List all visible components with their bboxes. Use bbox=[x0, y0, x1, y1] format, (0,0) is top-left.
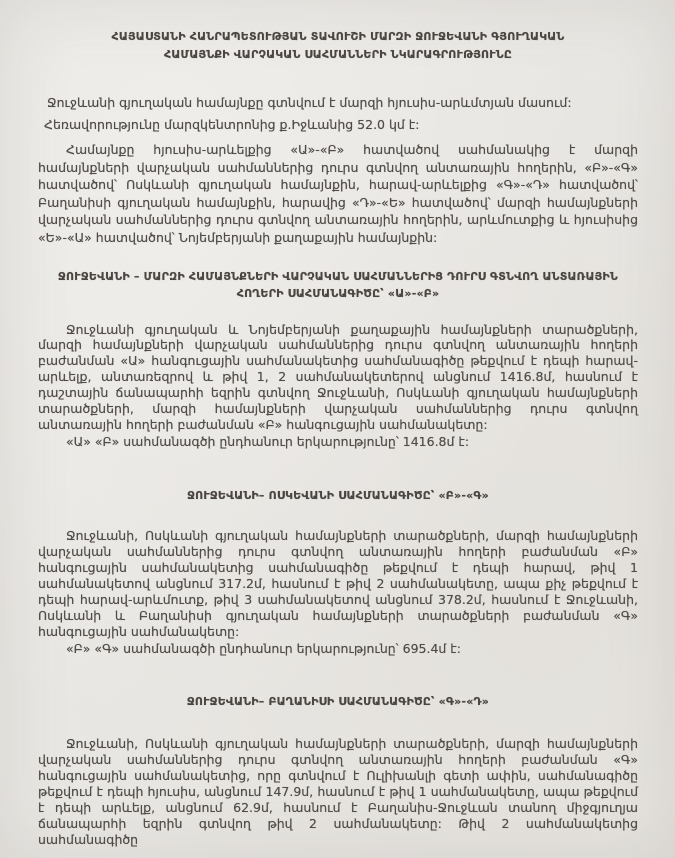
section-1-heading: ՋՈՒՋԵՎԱՆԻ – ՄԱՐԶԻ ՀԱՄԱՅՆՔՆԵՐԻ ՎԱՐՉԱԿԱՆ ՍԱՀՄԱՆՆԵՐԻՑ ԴՈՒՐՍ ԳՏՆՎՈՂ ԱՆՏԱՌԱՅԻՆ ՀՈՂԵՐԻ ՍԱՀՄԱՆԱԳԻԾԸ՝ «Ա»-«Բ» bbox=[58, 269, 618, 301]
section-1-body: Ջուջևանի գյուղական և Նոյեմբերյանի քաղաքային համայնքների տարածքների, մարզի համայնքների վարչական սահմաններից դուրս գտնվող անտառային հողերի բաժանման «Ա» հանգուցային սահմանակետից սահմանագիծը թեքվում է դեպի հարավ-արևելք, անտառեզրով և թիվ 1, 2 սահմանակետերով անցնում 1416.8մ, հասնում է դաշտային ճանապարհի եզրին գտնվող Ջուջևանի, Ոսկևանի գյուղական համայնքների տարածքների, մարզի համայնքների վարչական սահմաններից դուրս գտնվող անտառային հողերի բաժանման «Բ» հանգուցային սահմանակետը: bbox=[38, 321, 638, 432]
section-2-length-summary: «Բ» «Գ» սահմանագծի ընդհանուր երկարությունը՝ 695.4մ է: bbox=[66, 640, 461, 656]
section-3-heading: ՋՈՒՋԵՎԱՆԻ– ԲԱՂԱՆԻՍԻ ՍԱՀՄԱՆԱԳԻԾԸ՝ «Գ»-«Դ» bbox=[186, 694, 490, 708]
section-2-heading: ՋՈՒՋԵՎԱՆԻ– ՈՍԿԵՎԱՆԻ ՍԱՀՄԱՆԱԳԻԾԸ՝ «Բ»-«Գ» bbox=[187, 488, 489, 502]
document-title bbox=[38, 28, 638, 63]
document-title-line-1: ՀԱՅԱՍՏԱՆԻ ՀԱՆՐԱՊԵՏՈՒԹՅԱՆ ՏԱՎՈՒՇԻ ՄԱՐԶԻ ՋՈՒՋԵՎԱՆԻ ԳՅՈՒՂԱԿԱՆ bbox=[111, 30, 565, 43]
intro-borders-paragraph: Համայնքը հյուսիս-արևելքից «Ա»-«Բ» հատվածով սահմանակից է մարզի համայնքների վարչական սահմաններից դուրս գտնվող անտառային հողերին, «Բ»-«Գ» հատվածով՝ Ոսկևանի գյուղական համայնքին, հարավ-արևելքից «Գ»-«Դ» հատվածով՝ Բաղանիսի գյուղական համայնքին, հարավից «Դ»-«Ե» հատվածով՝ մարզի համայնքների վարչական սահմաններից դուրս գտնվող անտառային հողերին, արևմուտքից և հյուսիսից «Ե»-«Ա» հատվածով՝ Նոյեմբերյանի քաղաքային համայնքին: bbox=[38, 142, 638, 245]
section-3-body: Ջուջևանի, Ոսկևանի գյուղական համայնքների տարածքների, մարզի համայնքների վարչական սահմաններից դուրս գտնվող անտառային հողերի բաժանման «Գ» հանգուցային սահմանակետից, որը գտնվում է Ուլիխանլի գետի ափին, սահմանագիծը թեքվում է դեպի հյուսիս, անցնում 147.9մ, հասնում է թիվ 1 սահմանակետը, ապա թեքվում է դեպի արևելք, անցնում 62.9մ, հասնում է Բաղանիս-Ջուջևան տանող միջգյուղյա ճանապարհի եզրին գտնվող թիվ 2 սահմանակետը: Թիվ 2 սահմանակետից սահմանագիծը bbox=[38, 736, 638, 847]
section-1-length-summary: «Ա» «Բ» սահմանագծի ընդհանուր երկարությունը՝ 1416.8մ է: bbox=[66, 433, 470, 449]
section-2-body: Ջուջևանի, Ոսկևանի գյուղական համայնքների տարածքների, մարզի համայնքների վարչական սահմաններից դուրս գտնվող անտառային հողերի բաժանման «Բ» հանգուցային սահմանակետից սահմանագիծը թեքվում է դեպի հարավ, թիվ 1 սահմանակետով անցնում 317.2մ, հասնում է թիվ 2 սահմանակետը, ապա քիչ թեքվում է դեպի հարավ-արևմուտք, թիվ 3 սահմանակետով անցնում 378.2մ, հասնում է Ջուջևանի, Ոսկևանի և Բաղանիսի գյուղական համայնքների տարածքների բաժանման «Գ» հանգուցային սահմանակետը: bbox=[38, 528, 638, 639]
intro-location-paragraph: Ջուջևանի գյուղական համայնքը գտնվում է մարզի հյուսիս-արևմտյան մասում: bbox=[47, 95, 572, 110]
intro-distance-paragraph: Հեռավորությունը մարզկենտրոնից ք.Իջևանից 52.0 կմ է: bbox=[44, 117, 420, 132]
document-title-line-2: ՀԱՄԱՅՆՔԻ ՎԱՐՉԱԿԱՆ ՍԱՀՄԱՆՆԵՐԻ ՆԿԱՐԱԳՐՈՒԹՅՈՒՆԸ bbox=[164, 47, 512, 61]
